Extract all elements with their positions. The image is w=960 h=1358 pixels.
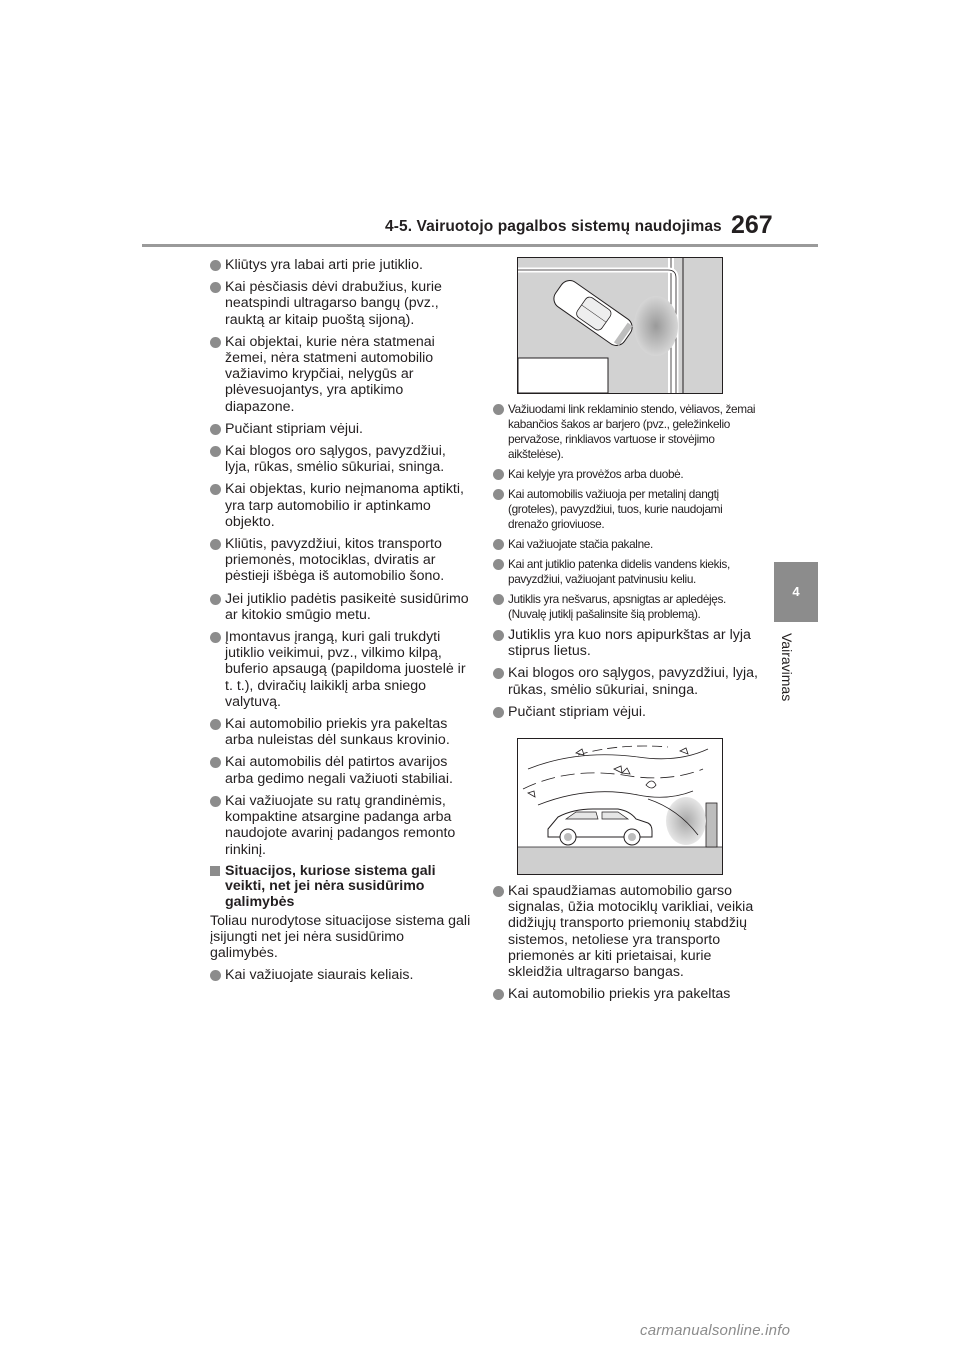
bullet-icon: [493, 707, 504, 718]
list-item: Jutiklis yra nešvarus, apsnigtas ar apledėjęs. (Nuvalę jutiklį pašalinsite šią problemą).: [493, 592, 758, 622]
page-number: 267: [731, 211, 773, 239]
chapter-label-container: [779, 633, 807, 707]
list-item: Kai pėsčiasis dėvi drabužius, kurie neatspindi ultragarso bangų (pvz., rauktą ar kitaip puoštą sijoną).: [210, 279, 472, 328]
header-divider: [142, 244, 818, 247]
list-item: Kai kelyje yra provėžos arba duobė.: [493, 467, 758, 482]
list-item: Kai automobilis važiuoja per metalinį dangtį (groteles), pavyzdžiui, tuos, kurie naudojami drenažo grioviuose.: [493, 487, 758, 532]
bullet-icon: [493, 404, 504, 415]
right-column: [493, 257, 758, 1008]
list-item: Kai automobilio priekis yra pakeltas: [493, 986, 758, 1002]
chapter-label: Vairavimas: [779, 633, 795, 702]
bullet-icon: [210, 260, 221, 271]
list-item: Kai spaudžiamas automobilio garso signalas, ūžia motociklų varikliai, veikia didžiųjų transporto priemonių stabdžių sistemos, netoliese yra transporto priemonės ar kiti prietaisai, kurie skleidžia ultragarso bangas.: [493, 883, 758, 980]
list-item: Kai objektas, kurio neįmanoma aptikti, yra tarp automobilio ir aptinkamo objekto.: [210, 481, 472, 530]
bullet-icon: [210, 632, 221, 643]
bullet-icon: [493, 539, 504, 550]
footer-watermark: carmanualsonline.info: [640, 1322, 791, 1339]
list-item: Kai ant jutiklio patenka didelis vandens kiekis, pavyzdžiui, važiuojant patvinusiu keliu.: [493, 557, 758, 587]
chapter-tab: [774, 562, 818, 622]
list-item: Kliūtys yra labai arti prie jutiklio.: [210, 257, 472, 273]
list-item: Kai blogos oro sąlygos, pavyzdžiui, lyja, rūkas, smėlio sūkuriai, sninga.: [210, 443, 472, 475]
list-item: Kai automobilio priekis yra pakeltas arba nuleistas dėl sunkaus krovinio.: [210, 716, 472, 748]
list-item: Kai važiuojate su ratų grandinėmis, kompaktine atsargine padanga arba naudojote avarinį padangos remonto rinkinį.: [210, 793, 472, 858]
list-item: Kliūtis, pavyzdžiui, kitos transporto priemonės, motociklas, dviratis ar pėstieji išbėga iš automobilio šono.: [210, 536, 472, 585]
list-item: Jutiklis yra kuo nors apipurkštas ar lyja stiprus lietus.: [493, 627, 758, 659]
intro-paragraph: Toliau nurodytose situacijose sistema gali įsijungti net jei nėra susidūrimo galimybės.: [210, 913, 471, 962]
list-item: Įmontavus įrangą, kuri gali trukdyti jutiklio veikimui, pvz., vilkimo kilpą, buferio apsaugą (papildoma juostelė ir t. t.), dviračių laikiklį arba sniego valytuvą.: [210, 629, 472, 710]
list-item: Kai važiuojate siaurais keliais.: [210, 967, 472, 983]
bullet-icon: [210, 539, 221, 550]
bullet-icon: [493, 668, 504, 679]
section-title: 4-5. Vairuotojo pagalbos sistemų naudojimas: [385, 218, 722, 235]
list-item: Jei jutiklio padėtis pasikeitė susidūrimo ar kitokio smūgio metu.: [210, 591, 472, 623]
bullet-icon: [210, 757, 221, 768]
strong-wind-illustration: [518, 739, 722, 874]
bullet-icon: [210, 719, 221, 730]
list-item: Kai automobilis dėl patirtos avarijos arba gedimo negali važiuoti stabiliai.: [210, 754, 472, 786]
bullet-icon: [493, 630, 504, 641]
strong-wind-figure: [517, 738, 723, 875]
list-item: Pučiant stipriam vėjui.: [210, 421, 472, 437]
bullet-icon: [210, 484, 221, 495]
bullet-icon: [210, 337, 221, 348]
bullet-icon: [493, 594, 504, 605]
list-item: Važiuodami link reklaminio stendo, vėliavos, žemai kabančios šakos ar barjero (pvz., geležinkelio pervažose, rinkliavos vartuose ir stovėjimo aikštelėse).: [493, 402, 758, 462]
list-item: Kai važiuojate stačia pakalne.: [493, 537, 758, 552]
bullet-icon: [210, 970, 221, 981]
bullet-icon: [493, 989, 504, 1000]
list-item: Kai blogos oro sąlygos, pavyzdžiui, lyja, rūkas, smėlio sūkuriai, sninga.: [493, 665, 758, 697]
bullet-icon: [210, 796, 221, 807]
bullet-icon: [210, 282, 221, 293]
square-bullet-icon: [210, 866, 220, 876]
list-item: Pučiant stipriam vėjui.: [493, 704, 758, 720]
bullet-icon: [493, 886, 504, 897]
parking-lot-figure: [517, 257, 723, 394]
bullet-icon: [493, 489, 504, 500]
bullet-icon: [493, 469, 504, 480]
bullet-icon: [493, 559, 504, 570]
parking-lot-illustration: [518, 258, 722, 393]
bullet-icon: [210, 424, 221, 435]
bullet-icon: [210, 594, 221, 605]
chapter-number: 4: [792, 584, 800, 599]
bullet-icon: [210, 446, 221, 457]
section-heading: Situacijos, kuriose sistema gali veikti, net jei nėra susidūrimo galimybės: [210, 864, 472, 911]
list-item: Kai objektai, kurie nėra statmenai žemei, nėra statmeni automobilio važiavimo krypčiai, nelygūs ar plėvesuojantys, yra aptikimo diapazone.: [210, 334, 472, 415]
left-column: [210, 257, 472, 989]
